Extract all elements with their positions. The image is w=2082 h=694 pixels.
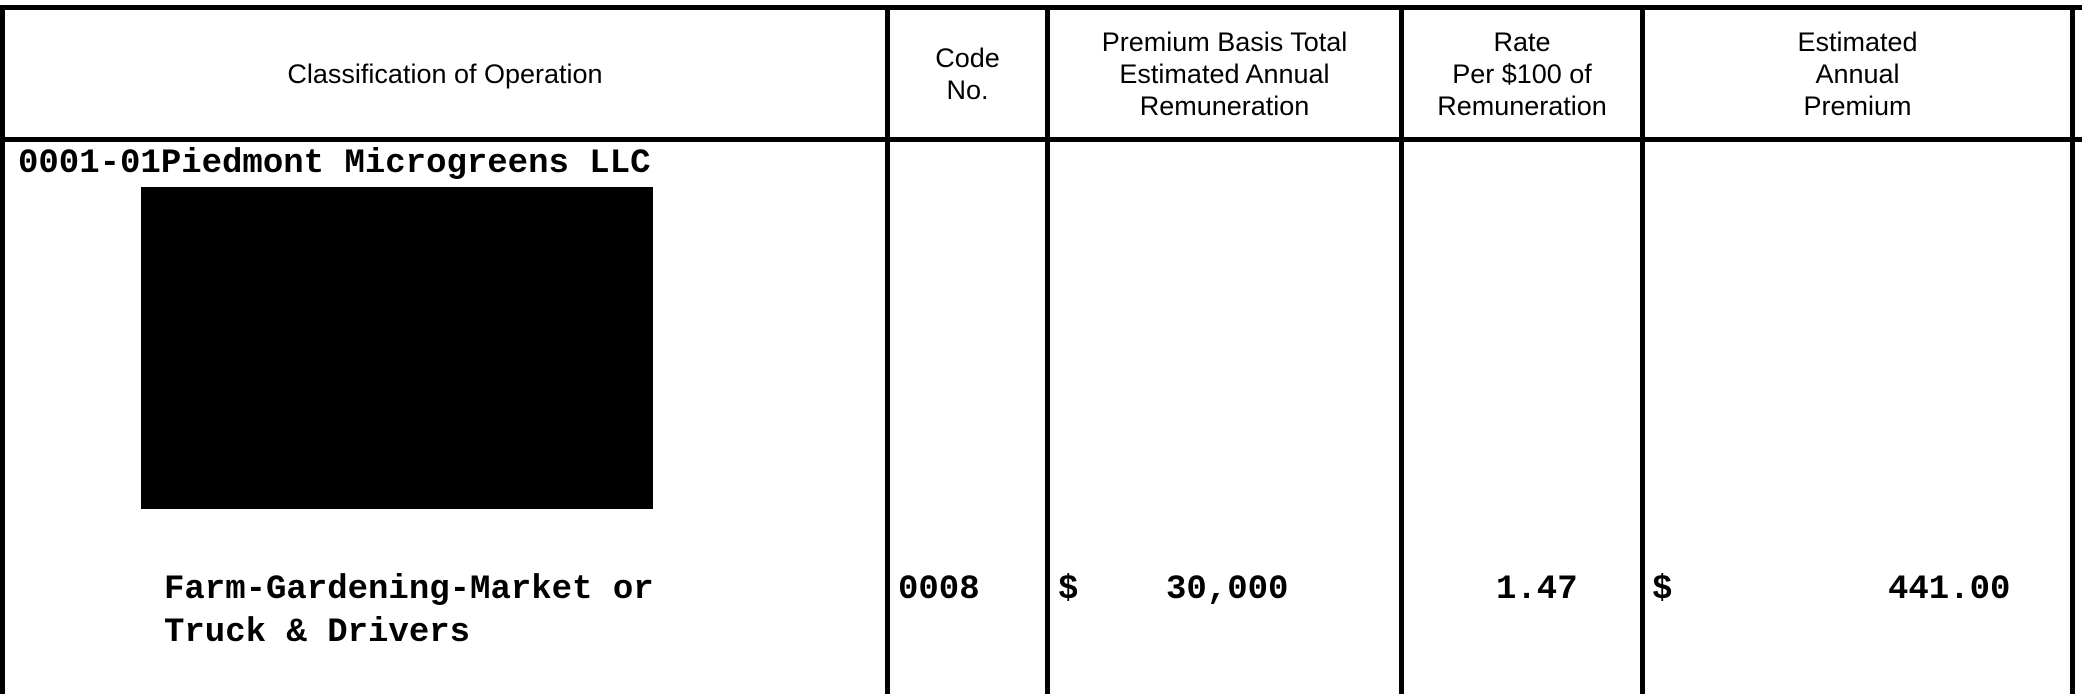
basis-currency-symbol: $: [1058, 571, 1079, 609]
premium-currency-symbol: $: [1652, 571, 1673, 609]
location-name: 0001-01Piedmont Microgreens LLC: [18, 145, 651, 183]
header-classification: Classification of Operation: [287, 59, 603, 89]
premium-basis-amount: 30,000: [1166, 571, 1289, 609]
redaction-block: [141, 187, 653, 509]
classification-description-line2: Truck & Drivers: [164, 614, 471, 652]
header-estimated-premium: Estimated Annual Premium: [1797, 27, 1918, 121]
table-right-border: [2070, 5, 2075, 694]
code-number: 0008: [898, 571, 980, 609]
estimated-premium-amount: 441.00: [1888, 571, 2011, 609]
classification-description-line1: Farm-Gardening-Market or: [164, 571, 654, 609]
header-code-no: Code No.: [935, 43, 1000, 105]
rate-value: 1.47: [1496, 571, 1578, 609]
header-premium-basis: Premium Basis Total Estimated Annual Remuneration: [1101, 27, 1348, 121]
header-rate: Rate Per $100 of Remuneration: [1437, 27, 1607, 121]
